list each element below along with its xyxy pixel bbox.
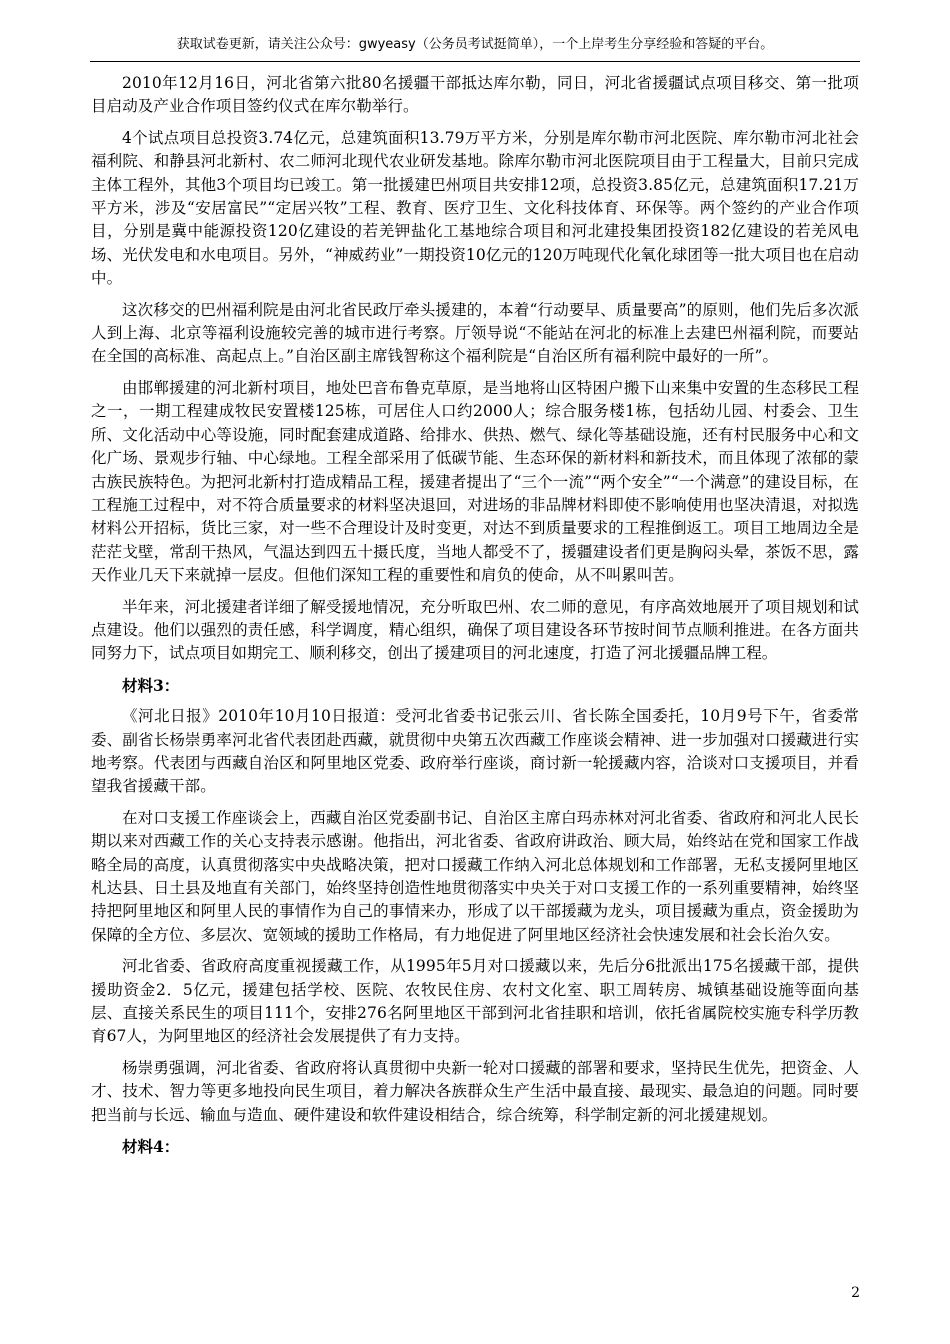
paragraph-3: 这次移交的巴州福利院是由河北省民政厅牵头援建的，本着“行动要早、质量要高”的原则，他们先后多次派人到上海、北京等福利设施较完善的城市进行考察。厅领导说“不能站在河北的标准上去建巴州福利院，而要站在全国的高标准、高起点上。”自治区副主席钱智称这个福利院是“自治区所有福利院中最好的一所”。 [91,300,859,366]
paragraph-1: 2010年12月16日，河北省第六批80名援疆干部抵达库尔勒，同日，河北省援疆试点项目移交、第一批项目启动及产业合作项目签约仪式在库尔勒举行。 [91,74,859,116]
section-heading-material-4: 材料4： [122,1137,180,1157]
document-body [91,72,859,1166]
header-divider [90,61,860,62]
paragraph-4: 由邯郸援建的河北新村项目，地处巴音布鲁克草原，是当地将山区特困户搬下山来集中安置的生态移民工程之一，一期工程建成牧民安置楼125栋，可居住人口约2000人；综合服务楼1栋，包括幼儿园、村委会、卫生所、文化活动中心等设施，同时配套建成道路、给排水、供热、燃气、绿化等基础设施，还有村民服务中心和文化广场、景观步行轴、中心绿地。工程全部采用了低碳节能、生态环保的新材料和新技术，而且体现了浓郁的蒙古族民族特色。为把河北新村打造成精品工程，援建者提出了“三个一流”“两个安全”“一个满意”的建设目标，在工程施工过程中，对不符合质量要求的材料坚决退回，对进场的非品牌材料即使不影响使用也坚决清退，对拟选材料公开招标，货比三家，对一些不合理设计及时变更，对达不到质量要求的工程推倒返工。项目工地周边全是茫茫戈壁，常刮干热风，气温达到四五十摄氏度，当地人都受不了，援疆建设者们更是胸闷头晕，茶饭不思，露天作业几天下来就掉一层皮。但他们深知工程的重要性和肩负的使命，从不叫累叫苦。 [91,378,859,585]
paragraph-6: 《河北日报》2010年10月10日报道：受河北省委书记张云川、省长陈全国委托，10月9号下午，省委常委、副省长杨崇勇率河北省代表团赴西藏，就贯彻中央第五次西藏工作座谈会精神、进一步加强对口援藏进行实地考察。代表团与西藏自治区和阿里地区党委、政府举行座谈，商讨新一轮援藏内容，洽谈对口支援项目，并看望我省援藏干部。 [91,707,859,796]
section-heading-material-3: 材料3： [122,675,180,695]
paragraph-8: 河北省委、省政府高度重视援藏工作，从1995年5月对口援藏以来，先后分6批派出175名援藏干部，提供援助资金2．5亿元，援建包括学校、医院、农牧民住房、农村文化室、职工周转房、城镇基础设施等面向基层、直接关系民生的项目111个，安排276名阿里地区干部到河北省挂职和培训，依托省属院校实施专科学历教育67人，为阿里地区的经济社会发展提供了有力支持。 [91,957,859,1046]
paragraph-2: 4个试点项目总投资3.74亿元，总建筑面积13.79万平方米，分别是库尔勒市河北医院、库尔勒市河北社会福利院、和静县河北新村、农二师河北现代农业研发基地。除库尔勒市河北医院项目由于工程量大，目前只完成主体工程外，其他3个项目均已竣工。第一批援建巴州项目共安排12项，总投资3.85亿元，总建筑面积17.21万平方米，涉及“安居富民”“定居兴牧”工程、教育、医疗卫生、文化科技体育、环保等。两个签约的产业合作项目，分别是冀中能源投资120亿建设的若羌钾盐化工基地综合项目和河北建投集团投资182亿建设的若羌风电场、光伏发电和水电项目。另外，“神威药业”一期投资10亿元的120万吨现代化氧化球团等一批大项目也在启动中。 [91,128,859,288]
paragraph-9: 杨崇勇强调，河北省委、省政府将认真贯彻中央新一轮对口援藏的部署和要求，坚持民生优先，把资金、人才、技术、智力等更多地投向民生项目，着力解决各族群众生产生活中最直接、最现实、最急迫的问题。同时要把当前与长远、输血与造血、硬件建设和软件建设相结合，综合统筹，科学制定新的河北援建规划。 [91,1058,859,1124]
paragraph-5: 半年来，河北援建者详细了解受援地情况，充分听取巴州、农二师的意见，有序高效地展开了项目规划和试点建设。他们以强烈的责任感，科学调度，精心组织，确保了项目建设各环节按时间节点顺利推进。在各方面共同努力下，试点项目如期完工、顺利移交，创出了援建项目的河北速度，打造了河北援疆品牌工程。 [91,597,859,663]
page-number: 2 [851,1285,860,1301]
paragraph-7: 在对口支援工作座谈会上，西藏自治区党委副书记、自治区主席白玛赤林对河北省委、省政府和河北人民长期以来对西藏工作的关心支持表示感谢。他指出，河北省委、省政府讲政治、顾大局，始终站在党和国家工作战略全局的高度，认真贯彻落实中央战略决策，把对口援藏工作纳入河北总体规划和工作部署，无私支援阿里地区札达县、日土县及地直有关部门，始终坚持创造性地贯彻落实中央关于对口支援工作的一系列重要精神，始终坚持把阿里地区和阿里人民的事情作为自己的事情来办，形成了以干部援藏为龙头，项目援藏为重点，资金援助为保障的全方位、多层次、宽领域的援助工作格局，有力地促进了阿里地区经济社会快速发展和社会长治久安。 [91,808,859,944]
page-header: 获取试卷更新，请关注公众号：gwyeasy（公务员考试挺简单），一个上岸考生分享经验和答疑的平台。 [176,37,774,52]
